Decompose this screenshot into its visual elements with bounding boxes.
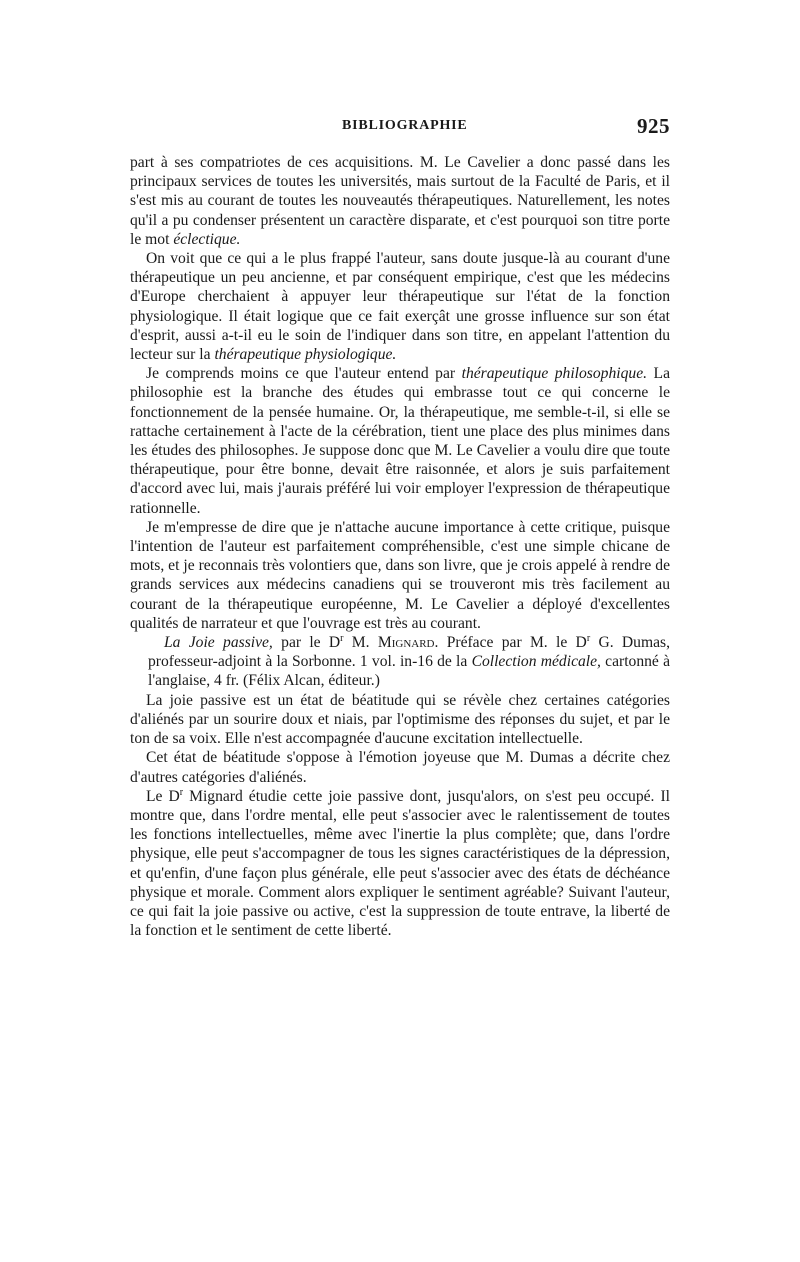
review-section: [130, 691, 670, 941]
review-paragraph-1-text: La joie passive est un état de béatitude qui se révèle chez certaines catégories d'aliénés par un sourire doux et niais, par l'optimisme des réponses du sujet, et par le ton de sa voix. Elle n'est accompagnée d'aucune excitation intellectuelle.: [130, 691, 670, 748]
biblio-tail: cartonné à l'anglaise, 4 fr. (Félix Alcan, éditeur.): [148, 653, 671, 690]
page-number: 925: [637, 114, 670, 138]
paragraph-1-emphasis: éclectique.: [173, 230, 241, 248]
biblio-collection: Collection médicale,: [471, 653, 601, 671]
running-title: BIBLIOGRAPHIE: [342, 118, 468, 133]
paragraph-2-emphasis: thérapeutique physiologique.: [214, 346, 397, 364]
review-paragraph-3-sup: r: [179, 786, 184, 798]
running-head: [130, 114, 670, 140]
biblio-author-name: Mignard: [377, 634, 435, 652]
paragraph-3-text-b: La philosophie est la branche des études qui embrasse tout ce qui concerne le fonctionnement de la pensée humaine. Or, la thérapeutique, me semble-t-il, si elle se rattache certainement à l'acte de la cérébration, tient une place des plus minimes dans les études des philosophes. Je suppose donc que M. Le Cavelier a voulu dire que toute thérapeutique, pour être bonne, devait être raisonnée, et alors je suis parfaitement d'accord avec lui, mais j'aurais préféré lui voir employer l'expression de thérapeutique rationnelle.: [130, 365, 670, 517]
biblio-by: par le D: [281, 634, 341, 652]
paragraph-3-text-a: Je comprends moins ce que l'auteur entend par: [146, 365, 456, 383]
review-paragraph-2-text: Cet état de béatitude s'oppose à l'émotion joyeuse que M. Dumas a décrite chez d'autres catégories d'aliénés.: [130, 749, 670, 786]
review-paragraph-3-text-a: Le D: [146, 787, 180, 805]
paragraph-2: [130, 249, 670, 364]
bibliographic-entry: [130, 633, 670, 691]
biblio-preface-name: G. Dumas, professeur-adjoint à la Sorbonne. 1 vol. in-16 de la: [148, 634, 670, 671]
body-text: [130, 153, 670, 940]
paragraph-2-text: On voit que ce qui a le plus frappé l'auteur, sans doute jusque-là au courant d'une thérapeutique un peu ancienne, et par conséquent empirique, c'est que les médecins d'Europe cherchaient à appuyer leur thérapeutique sur l'état de la fonction physiologique. Il était logique que ce fait exerçât une grosse influence sur son état d'esprit, aussi a-t-il eu le soin de l'indiquer dans son titre, en appelant l'attention du lecteur sur la: [130, 250, 670, 364]
book-title: La Joie passive,: [164, 634, 273, 652]
review-paragraph-1: [130, 691, 670, 749]
review-paragraph-3-text-b: Mignard étudie cette joie passive dont, jusqu'alors, on s'est peu occupé. Il montre que, dans l'ordre mental, elle peut s'associer avec le ralentissement de toutes les fonctions intellectuelles, même avec l'inertie la plus complète; que, dans l'ordre physique, elle peut s'accompagner de tous les signes caractéristiques de la dépression, et qu'enfin, d'une façon plus générale, elle peut s'associer avec des états de déchéance physique et morale. Comment alors expliquer le sentiment agréable? Suivant l'auteur, ce qui fait la joie passive ou active, c'est la suppression de toute entrave, la liberté de la fonction et le sentiment de cette liberté.: [130, 787, 670, 940]
biblio-dr-sup: r: [340, 632, 344, 644]
paragraph-1: [130, 153, 670, 249]
paragraph-1-text: part à ses compatriotes de ces acquisitions. M. Le Cavelier a donc passé dans les principaux services de toutes les universités, mais surtout de la Faculté de Paris, et il s'est mis au courant de toutes les nouveautés thérapeutiques. Naturellement, les notes qu'il a pu condenser présentent un caractère disparate, et c'est pourquoi son titre porte le mot: [130, 154, 670, 248]
biblio-dr-sup-2: r: [586, 632, 591, 644]
paragraph-4: [130, 518, 670, 633]
paragraph-4-text: Je m'empresse de dire que je n'attache aucune importance à cette critique, puisque l'intention de l'auteur est parfaitement compréhensible, c'est une simple chicane de mots, et je reconnais très volontiers que, dans son livre, que je crois appelé à rendre de grands services aux médecins canadiens qui se trouveront mis très facilement au courant de la thérapeutique européenne, M. Le Cavelier a déployé d'excellentes qualités de narrateur et que l'ouvrage est très au courant.: [130, 518, 670, 632]
paragraph-3-emphasis: thérapeutique philosophique.: [461, 365, 648, 383]
biblio-author-initial: M.: [351, 634, 378, 652]
review-paragraph-3: [130, 787, 670, 941]
review-paragraph-2: [130, 748, 670, 786]
paragraph-3: [130, 364, 670, 518]
biblio-preface: . Préface par M. le D: [434, 634, 587, 652]
